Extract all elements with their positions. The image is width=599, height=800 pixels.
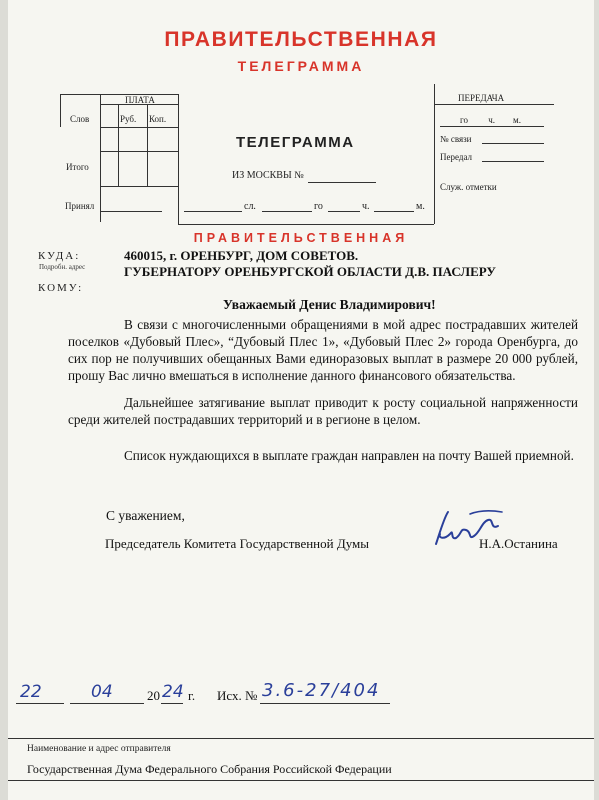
form-center-title: ТЕЛЕГРАММА <box>236 134 355 151</box>
itogo-label: Итого <box>66 162 89 172</box>
kuda-label: КУДА: <box>38 250 81 262</box>
paragraph-2: Дальнейшее затягивание выплат приводит к росту социальной напряженности среди жителей пострадавших территорий и в регионе в целом. <box>68 395 578 427</box>
signer-position: Председатель Комитета Государственной Думы <box>105 536 369 551</box>
form-line <box>100 94 101 222</box>
ish-line <box>260 703 390 704</box>
plata-label: ПЛАТА <box>125 95 155 105</box>
form-line <box>60 94 61 127</box>
year-unit: г. <box>188 688 196 703</box>
prinyal-line <box>100 211 162 212</box>
paragraph-3: Список нуждающихся в выплате граждан направлен на почту Вашей приемной. <box>124 448 574 463</box>
form-line <box>60 94 178 95</box>
year-suffix: 24 <box>162 682 184 702</box>
form-line <box>118 104 119 186</box>
year-prefix: 20 <box>147 688 160 703</box>
form-line <box>100 127 178 128</box>
ch-label: ч. <box>362 201 370 212</box>
form-line <box>100 151 178 152</box>
iz-moskvy-label: ИЗ МОСКВЫ № <box>232 170 304 181</box>
iz-moskvy-line <box>308 182 376 183</box>
date-day: 22 <box>20 682 42 702</box>
header-title: ПРАВИТЕЛЬСТВЕННАЯ <box>164 28 438 51</box>
m-line <box>374 211 414 212</box>
prinyal-label: Принял <box>65 201 95 211</box>
signer-name: Н.А.Останина <box>479 536 558 551</box>
rub-label: Руб. <box>120 114 137 124</box>
form-line <box>178 94 179 224</box>
form-line <box>178 224 434 225</box>
go-line <box>262 211 312 212</box>
regards: С уважением, <box>106 508 185 523</box>
paragraph-1: В связи с многочисленными обращениями в мой адрес пострадавших жителей поселков «Дубовый Плес», “Дубовый Плес 1», «Дубовый Плес 2» города Оренбурга, до сих пор не получивших обещанных Вами единоразовых выплат в размере 20 000 рублей, прошу Вас лично вмешаться в исполнение данного финансового обязательства. <box>68 317 578 383</box>
sender-value: Государственная Дума Федерального Собрания Российской Федерации <box>27 762 392 776</box>
sl-label: сл. <box>244 201 256 212</box>
date-day-line <box>16 703 64 704</box>
peredal-line <box>482 161 544 162</box>
svyazi-label: № связи <box>440 134 472 144</box>
peredacha-label: ПЕРЕДАЧА <box>458 93 505 103</box>
form-line <box>147 104 148 186</box>
kop-label: Коп. <box>149 114 167 124</box>
go-label: го <box>314 201 323 212</box>
sl-line <box>184 211 242 212</box>
sender-divider <box>8 738 594 739</box>
form-line <box>100 186 178 187</box>
header-subtitle: ТЕЛЕГРАММА <box>237 58 365 74</box>
year-line <box>161 703 183 704</box>
form-line <box>434 104 554 105</box>
komu-label: КОМУ: <box>38 282 84 294</box>
kuda-value: 460015, г. ОРЕНБУРГ, ДОМ СОВЕТОВ. <box>124 248 359 263</box>
sender-label: Наименование и адрес отправителя <box>27 744 171 754</box>
m-label: м. <box>416 201 425 212</box>
slov-label: Слов <box>70 114 90 124</box>
sender-bottom-line <box>8 780 594 781</box>
telegram-document <box>8 0 594 800</box>
peredal-label: Передал <box>440 152 473 162</box>
sluzh-label: Служ. отметки <box>440 182 497 192</box>
greeting: Уважаемый Денис Владимирович! <box>223 297 436 312</box>
ish-label: Исх. № <box>217 688 258 703</box>
date-month-line <box>70 703 144 704</box>
peredacha-time-line <box>440 126 544 127</box>
stripe-title: ПРАВИТЕЛЬСТВЕННАЯ <box>193 231 409 245</box>
svyazi-line <box>482 143 544 144</box>
komu-value: ГУБЕРНАТОРУ ОРЕНБУРГСКОЙ ОБЛАСТИ Д.В. ПАСЛЕРУ <box>124 264 496 279</box>
podrob-label: Подробн. адрес <box>39 263 86 271</box>
handwritten-signature <box>428 504 508 550</box>
ish-number: 3.6-27/404 <box>262 680 381 701</box>
ch-line <box>328 211 360 212</box>
date-month: 04 <box>91 682 113 702</box>
form-line <box>434 84 435 224</box>
peredacha-time-label: го ч. м. <box>460 115 521 125</box>
